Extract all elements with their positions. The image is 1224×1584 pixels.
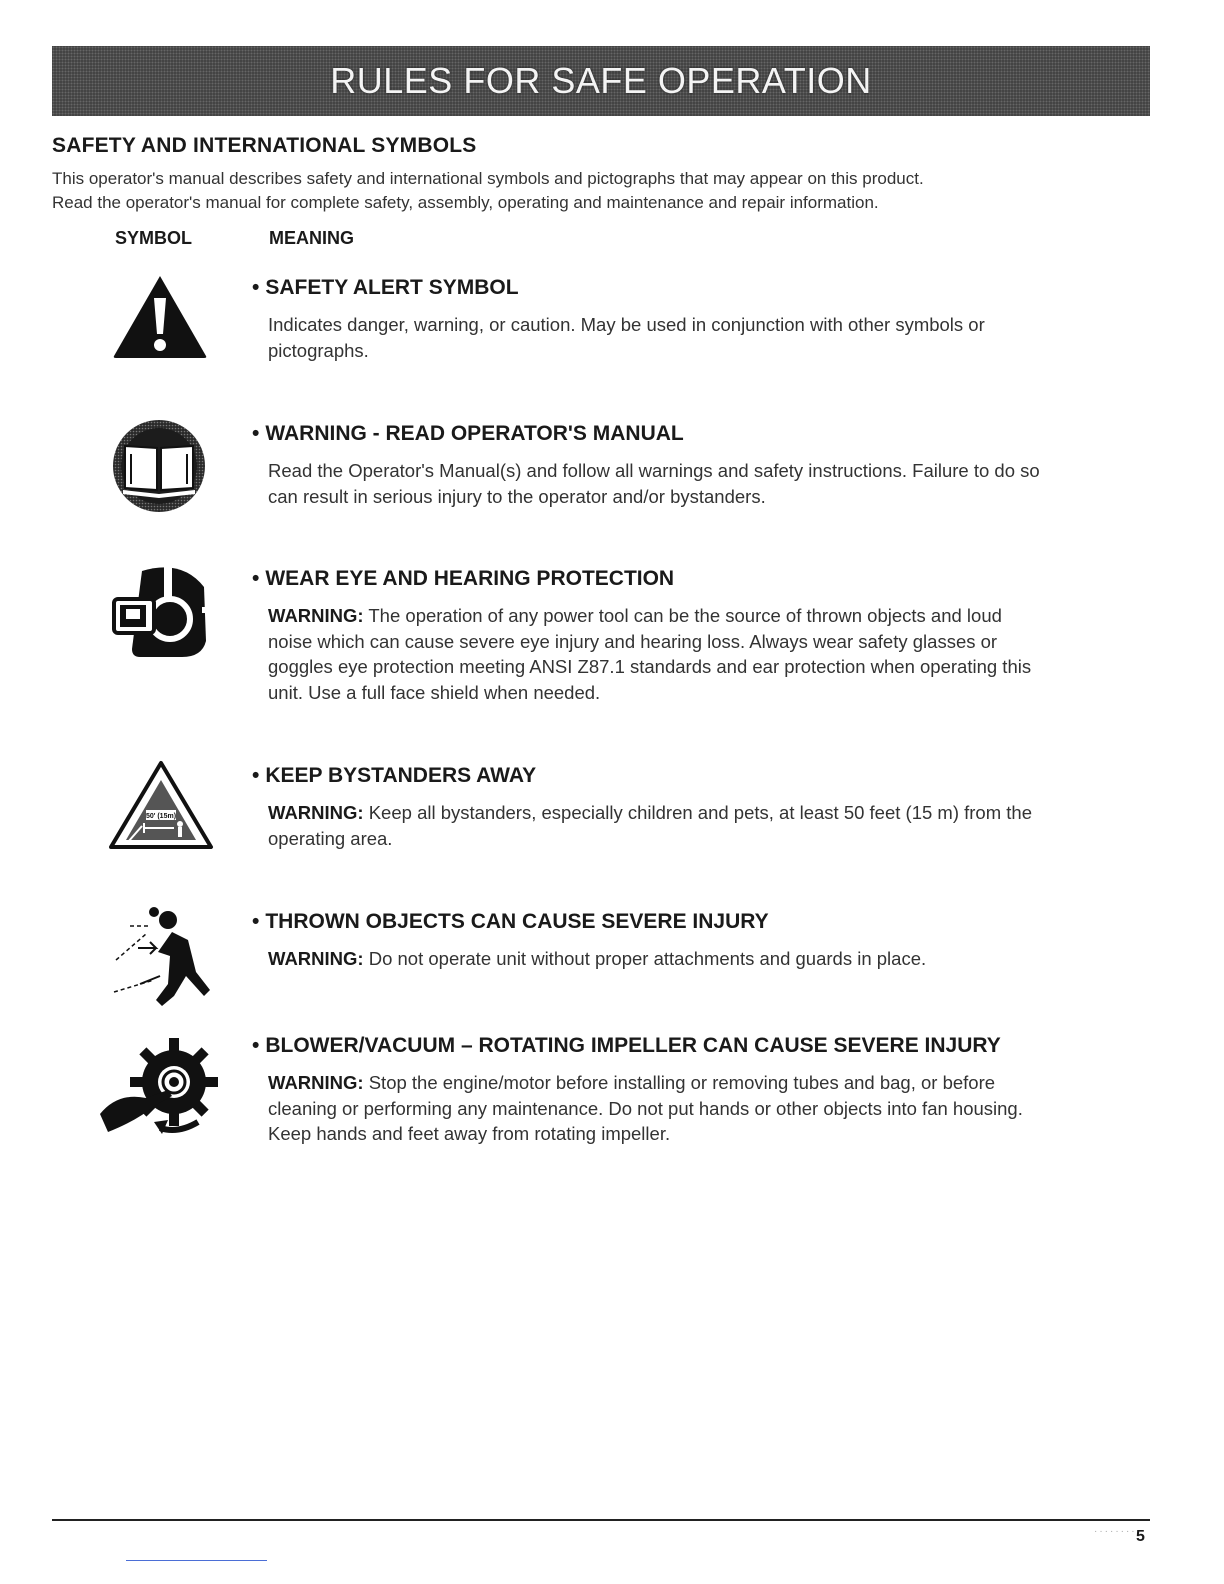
read-manual-icon: [111, 418, 207, 514]
warning-label: WARNING:: [268, 605, 364, 626]
description-text: Keep all bystanders, especially children and pets, at least 50 feet (15 m) from the: [363, 802, 1032, 823]
banner-title: RULES FOR SAFE OPERATION: [330, 60, 872, 101]
entry-title-text: BLOWER/VACUUM – ROTATING IMPELLER CAN CAUSE SEVERE INJURY: [265, 1034, 1001, 1057]
description-line: goggles eye protection meeting ANSI Z87.1 standards and ear protection when operating this: [268, 656, 1032, 677]
entry-title: [252, 764, 536, 788]
eye-hearing-protection-icon: [112, 563, 212, 659]
page-number: 5: [1136, 1528, 1145, 1545]
entry-description: [268, 312, 1158, 363]
description-line: noise which can cause severe eye injury and hearing loss. Always wear safety glasses or: [268, 630, 998, 652]
distance-label: 50' (15m): [145, 813, 177, 820]
entry-title: [252, 910, 769, 934]
entry-title: [252, 422, 684, 446]
intro-text: [52, 167, 1152, 215]
description-line: [268, 800, 1158, 826]
thrown-objects-icon: [110, 906, 214, 1014]
bullet: •: [252, 567, 260, 590]
page-banner: [52, 46, 1150, 116]
entry-title: [252, 567, 674, 591]
warning-label: WARNING:: [268, 1072, 364, 1093]
intro-line: Read the operator's manual for complete safety, assembly, operating and maintenance and repair information.: [52, 193, 879, 212]
description-line: [268, 603, 1158, 629]
bullet: •: [252, 422, 260, 445]
entry-description: [268, 603, 1158, 705]
footer-divider: [52, 1519, 1150, 1521]
entry-title-text: THROWN OBJECTS CAN CAUSE SEVERE INJURY: [265, 910, 769, 933]
entry-description: [268, 458, 1158, 509]
intro-line: This operator's manual describes safety and international symbols and pictographs that may appear on this product.: [52, 169, 924, 188]
bottom-underline-mark: [126, 1560, 267, 1561]
entry-title-text: KEEP BYSTANDERS AWAY: [265, 764, 537, 787]
description-line: [268, 1070, 1158, 1096]
description-line: [268, 946, 1158, 972]
description-text: Do not operate unit without proper attachments and guards in place.: [363, 948, 927, 969]
description-line: Indicates danger, warning, or caution. May be used in conjunction with other symbols or: [268, 314, 985, 335]
entry-description: [268, 1070, 1158, 1147]
bullet: •: [252, 910, 260, 933]
description-text: Stop the engine/motor before installing or removing tubes and bag, or before: [363, 1072, 996, 1093]
keep-bystanders-away-icon: [108, 760, 214, 850]
bullet: •: [252, 764, 260, 787]
bullet: •: [252, 276, 260, 299]
column-header-meaning: MEANING: [269, 228, 354, 248]
entry-description: [268, 946, 1158, 972]
page-dots-decoration: ········: [1094, 1526, 1137, 1537]
section-title: SAFETY AND INTERNATIONAL SYMBOLS: [52, 134, 477, 157]
column-header-symbol: SYMBOL: [115, 228, 193, 248]
entry-title-text: SAFETY ALERT SYMBOL: [265, 276, 519, 299]
description-line: operating area.: [268, 827, 393, 849]
bullet: •: [252, 1034, 260, 1057]
description-text: The operation of any power tool can be the source of thrown objects and loud: [363, 605, 1002, 626]
rotating-impeller-icon: [98, 1034, 224, 1134]
description-line: Read the Operator's Manual(s) and follow all warnings and safety instructions. Failure to do so: [268, 460, 1040, 481]
entry-title: [252, 276, 519, 300]
description-line: cleaning or performing any maintenance. Do not put hands or other objects into fan housing.: [268, 1097, 1023, 1119]
entry-title-text: WEAR EYE AND HEARING PROTECTION: [265, 567, 675, 590]
warning-label: WARNING:: [268, 948, 364, 969]
entry-title-text: WARNING - READ OPERATOR'S MANUAL: [265, 422, 684, 445]
description-line: pictographs.: [268, 339, 369, 361]
warning-label: WARNING:: [268, 802, 364, 823]
safety-alert-triangle-icon: [110, 272, 210, 360]
description-line: unit. Use a full face shield when needed.: [268, 681, 601, 703]
entry-description: [268, 800, 1158, 851]
entry-title: [252, 1034, 1001, 1058]
description-line: can result in serious injury to the operator and/or bystanders.: [268, 485, 766, 507]
description-line: Keep hands and feet away from rotating impeller.: [268, 1123, 671, 1144]
